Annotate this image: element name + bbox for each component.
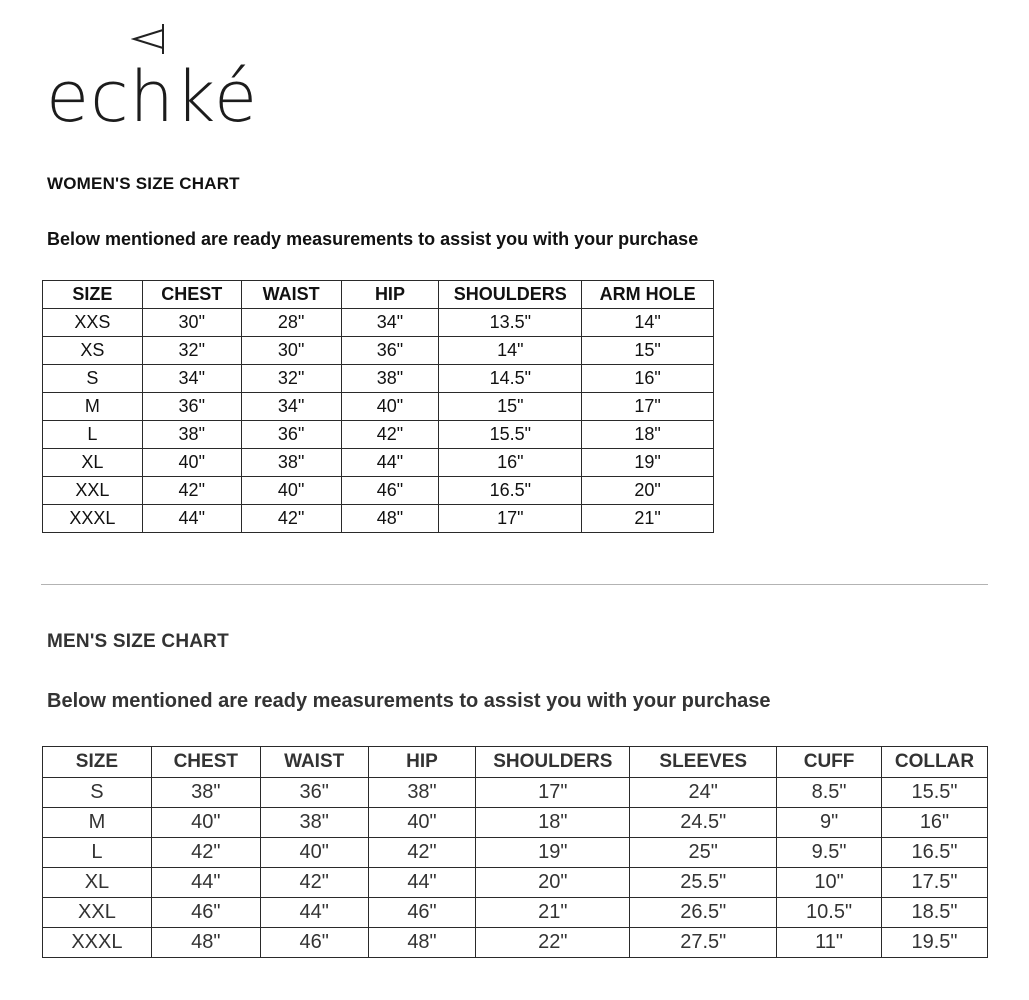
table-cell: 9" xyxy=(777,808,882,838)
table-cell: 8.5" xyxy=(777,778,882,808)
column-header: WAIST xyxy=(241,281,341,309)
column-header: SLEEVES xyxy=(630,747,777,778)
table-cell: 20" xyxy=(582,477,714,505)
table-cell: L xyxy=(43,421,143,449)
table-cell: XL xyxy=(43,449,143,477)
table-cell: 19" xyxy=(476,838,630,868)
table-row xyxy=(43,808,988,838)
table-cell: 17" xyxy=(439,505,582,533)
table-cell: 15.5" xyxy=(882,778,988,808)
table-cell: S xyxy=(43,778,152,808)
table-cell: 44" xyxy=(142,505,241,533)
men-size-chart-subtitle: Below mentioned are ready measurements to assist you with your purchase xyxy=(47,690,771,712)
table-cell: M xyxy=(43,393,143,421)
table-cell: 22" xyxy=(476,928,630,958)
table-row xyxy=(43,778,988,808)
table-cell: 46" xyxy=(341,477,439,505)
table-cell: 30" xyxy=(142,309,241,337)
table-cell: 19.5" xyxy=(882,928,988,958)
table-row xyxy=(43,898,988,928)
table-cell: 25.5" xyxy=(630,868,777,898)
table-cell: 18" xyxy=(582,421,714,449)
table-row xyxy=(43,337,714,365)
column-header: SIZE xyxy=(43,747,152,778)
table-cell: 38" xyxy=(260,808,368,838)
table-cell: 38" xyxy=(368,778,476,808)
table-cell: S xyxy=(43,365,143,393)
table-row xyxy=(43,477,714,505)
table-cell: 34" xyxy=(142,365,241,393)
table-cell: 38" xyxy=(341,365,439,393)
table-cell: 16.5" xyxy=(439,477,582,505)
men-size-chart-title: MEN'S SIZE CHART xyxy=(47,631,229,652)
column-header: SIZE xyxy=(43,281,143,309)
section-divider xyxy=(41,584,988,585)
table-row xyxy=(43,838,988,868)
table-row xyxy=(43,449,714,477)
table-cell: 40" xyxy=(151,808,260,838)
table-cell: 44" xyxy=(260,898,368,928)
table-cell: 42" xyxy=(151,838,260,868)
table-cell: 44" xyxy=(151,868,260,898)
table-cell: 17" xyxy=(582,393,714,421)
table-cell: 13.5" xyxy=(439,309,582,337)
column-header: HIP xyxy=(368,747,476,778)
table-cell: 14.5" xyxy=(439,365,582,393)
table-cell: 14" xyxy=(582,309,714,337)
column-header: SHOULDERS xyxy=(476,747,630,778)
table-cell: 14" xyxy=(439,337,582,365)
table-cell: 21" xyxy=(476,898,630,928)
women-size-chart-title: WOMEN'S SIZE CHART xyxy=(47,174,240,193)
table-row xyxy=(43,309,714,337)
table-row xyxy=(43,505,714,533)
table-row xyxy=(43,928,988,958)
table-cell: XS xyxy=(43,337,143,365)
table-cell: 10" xyxy=(777,868,882,898)
table-cell: 42" xyxy=(368,838,476,868)
table-cell: 24.5" xyxy=(630,808,777,838)
table-cell: 17.5" xyxy=(882,868,988,898)
table-cell: 16" xyxy=(582,365,714,393)
table-header-row xyxy=(43,281,714,309)
table-cell: 48" xyxy=(151,928,260,958)
table-cell: 25" xyxy=(630,838,777,868)
table-cell: 36" xyxy=(142,393,241,421)
table-cell: 15" xyxy=(439,393,582,421)
table-cell: 15.5" xyxy=(439,421,582,449)
column-header: ARM HOLE xyxy=(582,281,714,309)
table-cell: 42" xyxy=(341,421,439,449)
table-cell: 38" xyxy=(142,421,241,449)
table-cell: XXXL xyxy=(43,505,143,533)
table-cell: 20" xyxy=(476,868,630,898)
table-cell: 28" xyxy=(241,309,341,337)
table-cell: XXXL xyxy=(43,928,152,958)
table-cell: 46" xyxy=(151,898,260,928)
table-cell: 36" xyxy=(260,778,368,808)
table-cell: L xyxy=(43,838,152,868)
table-cell: 40" xyxy=(241,477,341,505)
triangle-flag-icon xyxy=(131,22,167,56)
table-cell: 32" xyxy=(241,365,341,393)
table-cell: 11" xyxy=(777,928,882,958)
column-header: WAIST xyxy=(260,747,368,778)
table-cell: 48" xyxy=(368,928,476,958)
table-header-row xyxy=(43,747,988,778)
table-cell: 10.5" xyxy=(777,898,882,928)
table-cell: 17" xyxy=(476,778,630,808)
table-cell: 40" xyxy=(368,808,476,838)
column-header: HIP xyxy=(341,281,439,309)
table-cell: 18.5" xyxy=(882,898,988,928)
table-cell: 42" xyxy=(241,505,341,533)
table-row xyxy=(43,421,714,449)
brand-logo: echké xyxy=(46,56,259,138)
column-header: CHEST xyxy=(142,281,241,309)
table-cell: 16" xyxy=(439,449,582,477)
table-cell: 36" xyxy=(241,421,341,449)
table-cell: 19" xyxy=(582,449,714,477)
column-header: SHOULDERS xyxy=(439,281,582,309)
table-cell: 40" xyxy=(260,838,368,868)
table-cell: 24" xyxy=(630,778,777,808)
table-cell: 36" xyxy=(341,337,439,365)
women-size-chart-subtitle: Below mentioned are ready measurements to assist you with your purchase xyxy=(47,229,699,249)
table-row xyxy=(43,393,714,421)
column-header: CUFF xyxy=(777,747,882,778)
table-cell: 44" xyxy=(368,868,476,898)
women-size-table xyxy=(42,280,714,533)
table-cell: XXL xyxy=(43,477,143,505)
table-cell: M xyxy=(43,808,152,838)
table-cell: XXS xyxy=(43,309,143,337)
table-cell: 21" xyxy=(582,505,714,533)
table-row xyxy=(43,868,988,898)
table-cell: 16" xyxy=(882,808,988,838)
column-header: COLLAR xyxy=(882,747,988,778)
table-cell: 46" xyxy=(368,898,476,928)
table-cell: 26.5" xyxy=(630,898,777,928)
table-cell: 42" xyxy=(260,868,368,898)
table-cell: 48" xyxy=(341,505,439,533)
column-header: CHEST xyxy=(151,747,260,778)
table-cell: 30" xyxy=(241,337,341,365)
table-cell: 34" xyxy=(241,393,341,421)
table-cell: XL xyxy=(43,868,152,898)
table-cell: 18" xyxy=(476,808,630,838)
men-size-table xyxy=(42,746,988,958)
table-cell: 27.5" xyxy=(630,928,777,958)
table-cell: 34" xyxy=(341,309,439,337)
table-row xyxy=(43,365,714,393)
table-cell: 32" xyxy=(142,337,241,365)
table-cell: 40" xyxy=(341,393,439,421)
table-cell: 38" xyxy=(151,778,260,808)
table-cell: 38" xyxy=(241,449,341,477)
table-cell: 42" xyxy=(142,477,241,505)
table-cell: 9.5" xyxy=(777,838,882,868)
table-cell: 40" xyxy=(142,449,241,477)
table-cell: 15" xyxy=(582,337,714,365)
table-cell: 46" xyxy=(260,928,368,958)
table-cell: 44" xyxy=(341,449,439,477)
table-cell: 16.5" xyxy=(882,838,988,868)
table-cell: XXL xyxy=(43,898,152,928)
